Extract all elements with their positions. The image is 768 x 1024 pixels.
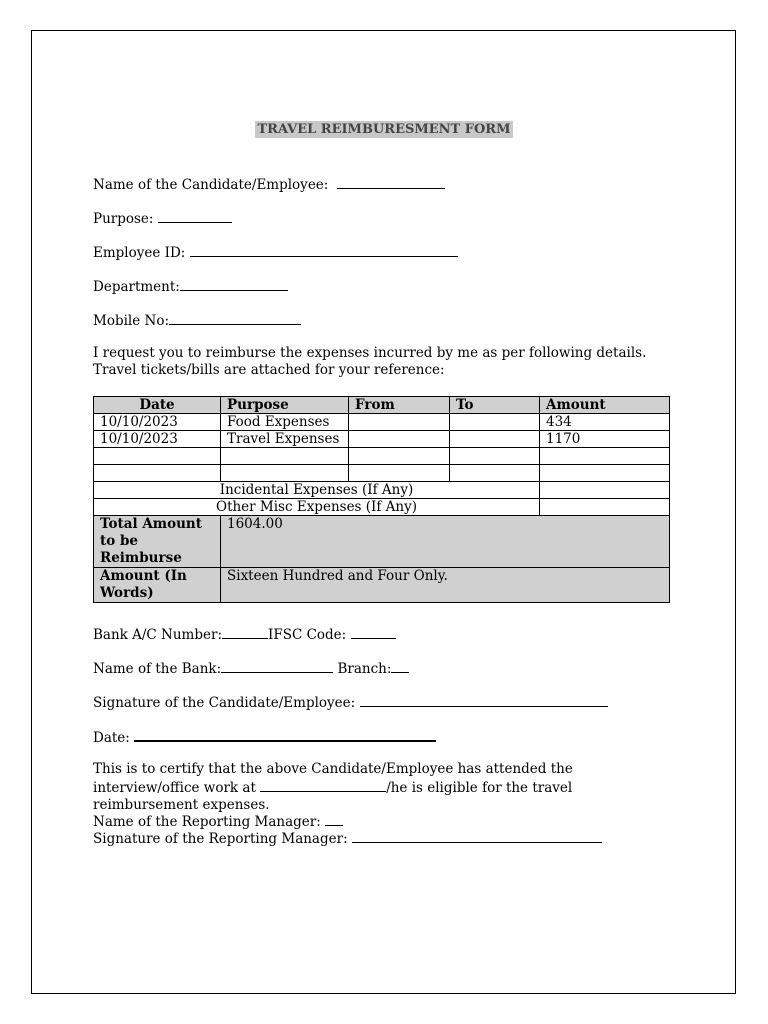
bank-name-blank[interactable] <box>221 659 333 673</box>
name-blank[interactable] <box>337 175 445 189</box>
cell-amount[interactable]: 434 <box>540 414 670 431</box>
table-row <box>94 414 670 431</box>
candidate-signature-label: Signature of the Candidate/Employee: <box>93 695 356 711</box>
total-label: Total Amount to be Reimburse <box>94 516 221 568</box>
branch-label: Branch <box>337 661 387 677</box>
date-row <box>93 727 436 747</box>
purpose-field-row <box>93 209 232 228</box>
intro-paragraph: I request you to reimburse the expenses incurred by me as per following details. Travel tickets/bills are attached for your reference: <box>93 345 647 378</box>
bank-account-row: Bank A/C Number: IFSC Code: <box>93 625 396 644</box>
table-header-row <box>94 397 670 414</box>
mobile-label: Mobile No: <box>93 313 169 329</box>
cell-amount[interactable]: 1170 <box>540 431 670 448</box>
purpose-blank[interactable] <box>158 209 232 223</box>
department-label: Department <box>93 279 176 295</box>
bank-account-label: Bank A/C Number <box>93 627 218 643</box>
employee-id-label: Employee ID: <box>93 245 186 261</box>
table-row <box>94 431 670 448</box>
bank-name-label: Name of the Bank <box>93 661 217 677</box>
total-value: 1604.00 <box>221 516 670 568</box>
cell-to[interactable] <box>450 414 540 431</box>
table-row <box>94 448 670 465</box>
cell-to[interactable] <box>450 448 540 465</box>
ifsc-blank[interactable] <box>351 625 396 639</box>
certify-paragraph <box>93 761 673 814</box>
date-label: Date: <box>93 730 130 746</box>
expense-table <box>93 396 670 603</box>
ifsc-label: IFSC Code: <box>268 627 347 643</box>
cell-to[interactable] <box>450 431 540 448</box>
cell-from[interactable] <box>349 414 450 431</box>
mobile-blank[interactable] <box>169 311 301 325</box>
words-value: Sixteen Hundred and Four Only. <box>221 568 670 603</box>
date-blank[interactable] <box>134 727 436 742</box>
cell-amount[interactable] <box>540 465 670 482</box>
candidate-signature-blank[interactable] <box>360 693 608 707</box>
bank-name-row: Name of the Bank: Branch: <box>93 659 409 678</box>
incidental-row <box>94 482 670 499</box>
manager-name-label: Name of the Reporting Manager: <box>93 814 321 830</box>
total-row <box>94 516 670 568</box>
incidental-label: Incidental Expenses (If Any) <box>94 482 540 499</box>
cell-date[interactable]: 10/10/2023 <box>94 431 221 448</box>
header-date: Date <box>94 397 221 414</box>
employee-id-field-row <box>93 243 458 262</box>
certify-location-blank[interactable] <box>260 778 386 792</box>
branch-blank[interactable] <box>391 659 409 673</box>
certify-text-before: This is to certify that the above Candidate/Employee has attended the interview/office work at <box>93 761 573 796</box>
purpose-label: Purpose: <box>93 211 154 227</box>
header-purpose: Purpose <box>221 397 349 414</box>
cell-purpose[interactable] <box>221 448 349 465</box>
header-amount: Amount <box>540 397 670 414</box>
words-row <box>94 568 670 603</box>
manager-signature-blank[interactable] <box>352 829 602 843</box>
table-row <box>94 465 670 482</box>
manager-signature-row <box>93 829 602 848</box>
department-field-row: Department: <box>93 277 288 296</box>
department-blank[interactable] <box>180 277 288 291</box>
mobile-field-row <box>93 311 301 330</box>
form-title: TRAVEL REIMBURESMENT FORM <box>257 122 511 137</box>
other-misc-label: Other Misc Expenses (If Any) <box>94 499 540 516</box>
manager-name-blank[interactable] <box>325 812 343 826</box>
header-from: From <box>349 397 450 414</box>
cell-from[interactable] <box>349 431 450 448</box>
cell-date[interactable]: 10/10/2023 <box>94 414 221 431</box>
cell-purpose[interactable]: Travel Expenses <box>221 431 349 448</box>
cell-from[interactable] <box>349 448 450 465</box>
incidental-amount[interactable] <box>540 482 670 499</box>
other-misc-amount[interactable] <box>540 499 670 516</box>
cell-purpose[interactable]: Food Expenses <box>221 414 349 431</box>
cell-from[interactable] <box>349 465 450 482</box>
bank-account-blank[interactable] <box>222 625 268 639</box>
cell-amount[interactable] <box>540 448 670 465</box>
words-label: Amount (In Words) <box>94 568 221 603</box>
candidate-signature-row <box>93 693 608 712</box>
other-misc-row <box>94 499 670 516</box>
name-field-row <box>93 175 445 194</box>
cell-date[interactable] <box>94 465 221 482</box>
cell-purpose[interactable] <box>221 465 349 482</box>
employee-id-blank[interactable] <box>190 243 458 257</box>
name-label: Name of the Candidate/Employee: <box>93 177 329 193</box>
cell-to[interactable] <box>450 465 540 482</box>
manager-signature-label: Signature of the Reporting Manager: <box>93 831 348 847</box>
header-to: To <box>450 397 540 414</box>
certify-text-after: /he is eligible for the travel reimbursement expenses. <box>93 780 573 813</box>
cell-date[interactable] <box>94 448 221 465</box>
